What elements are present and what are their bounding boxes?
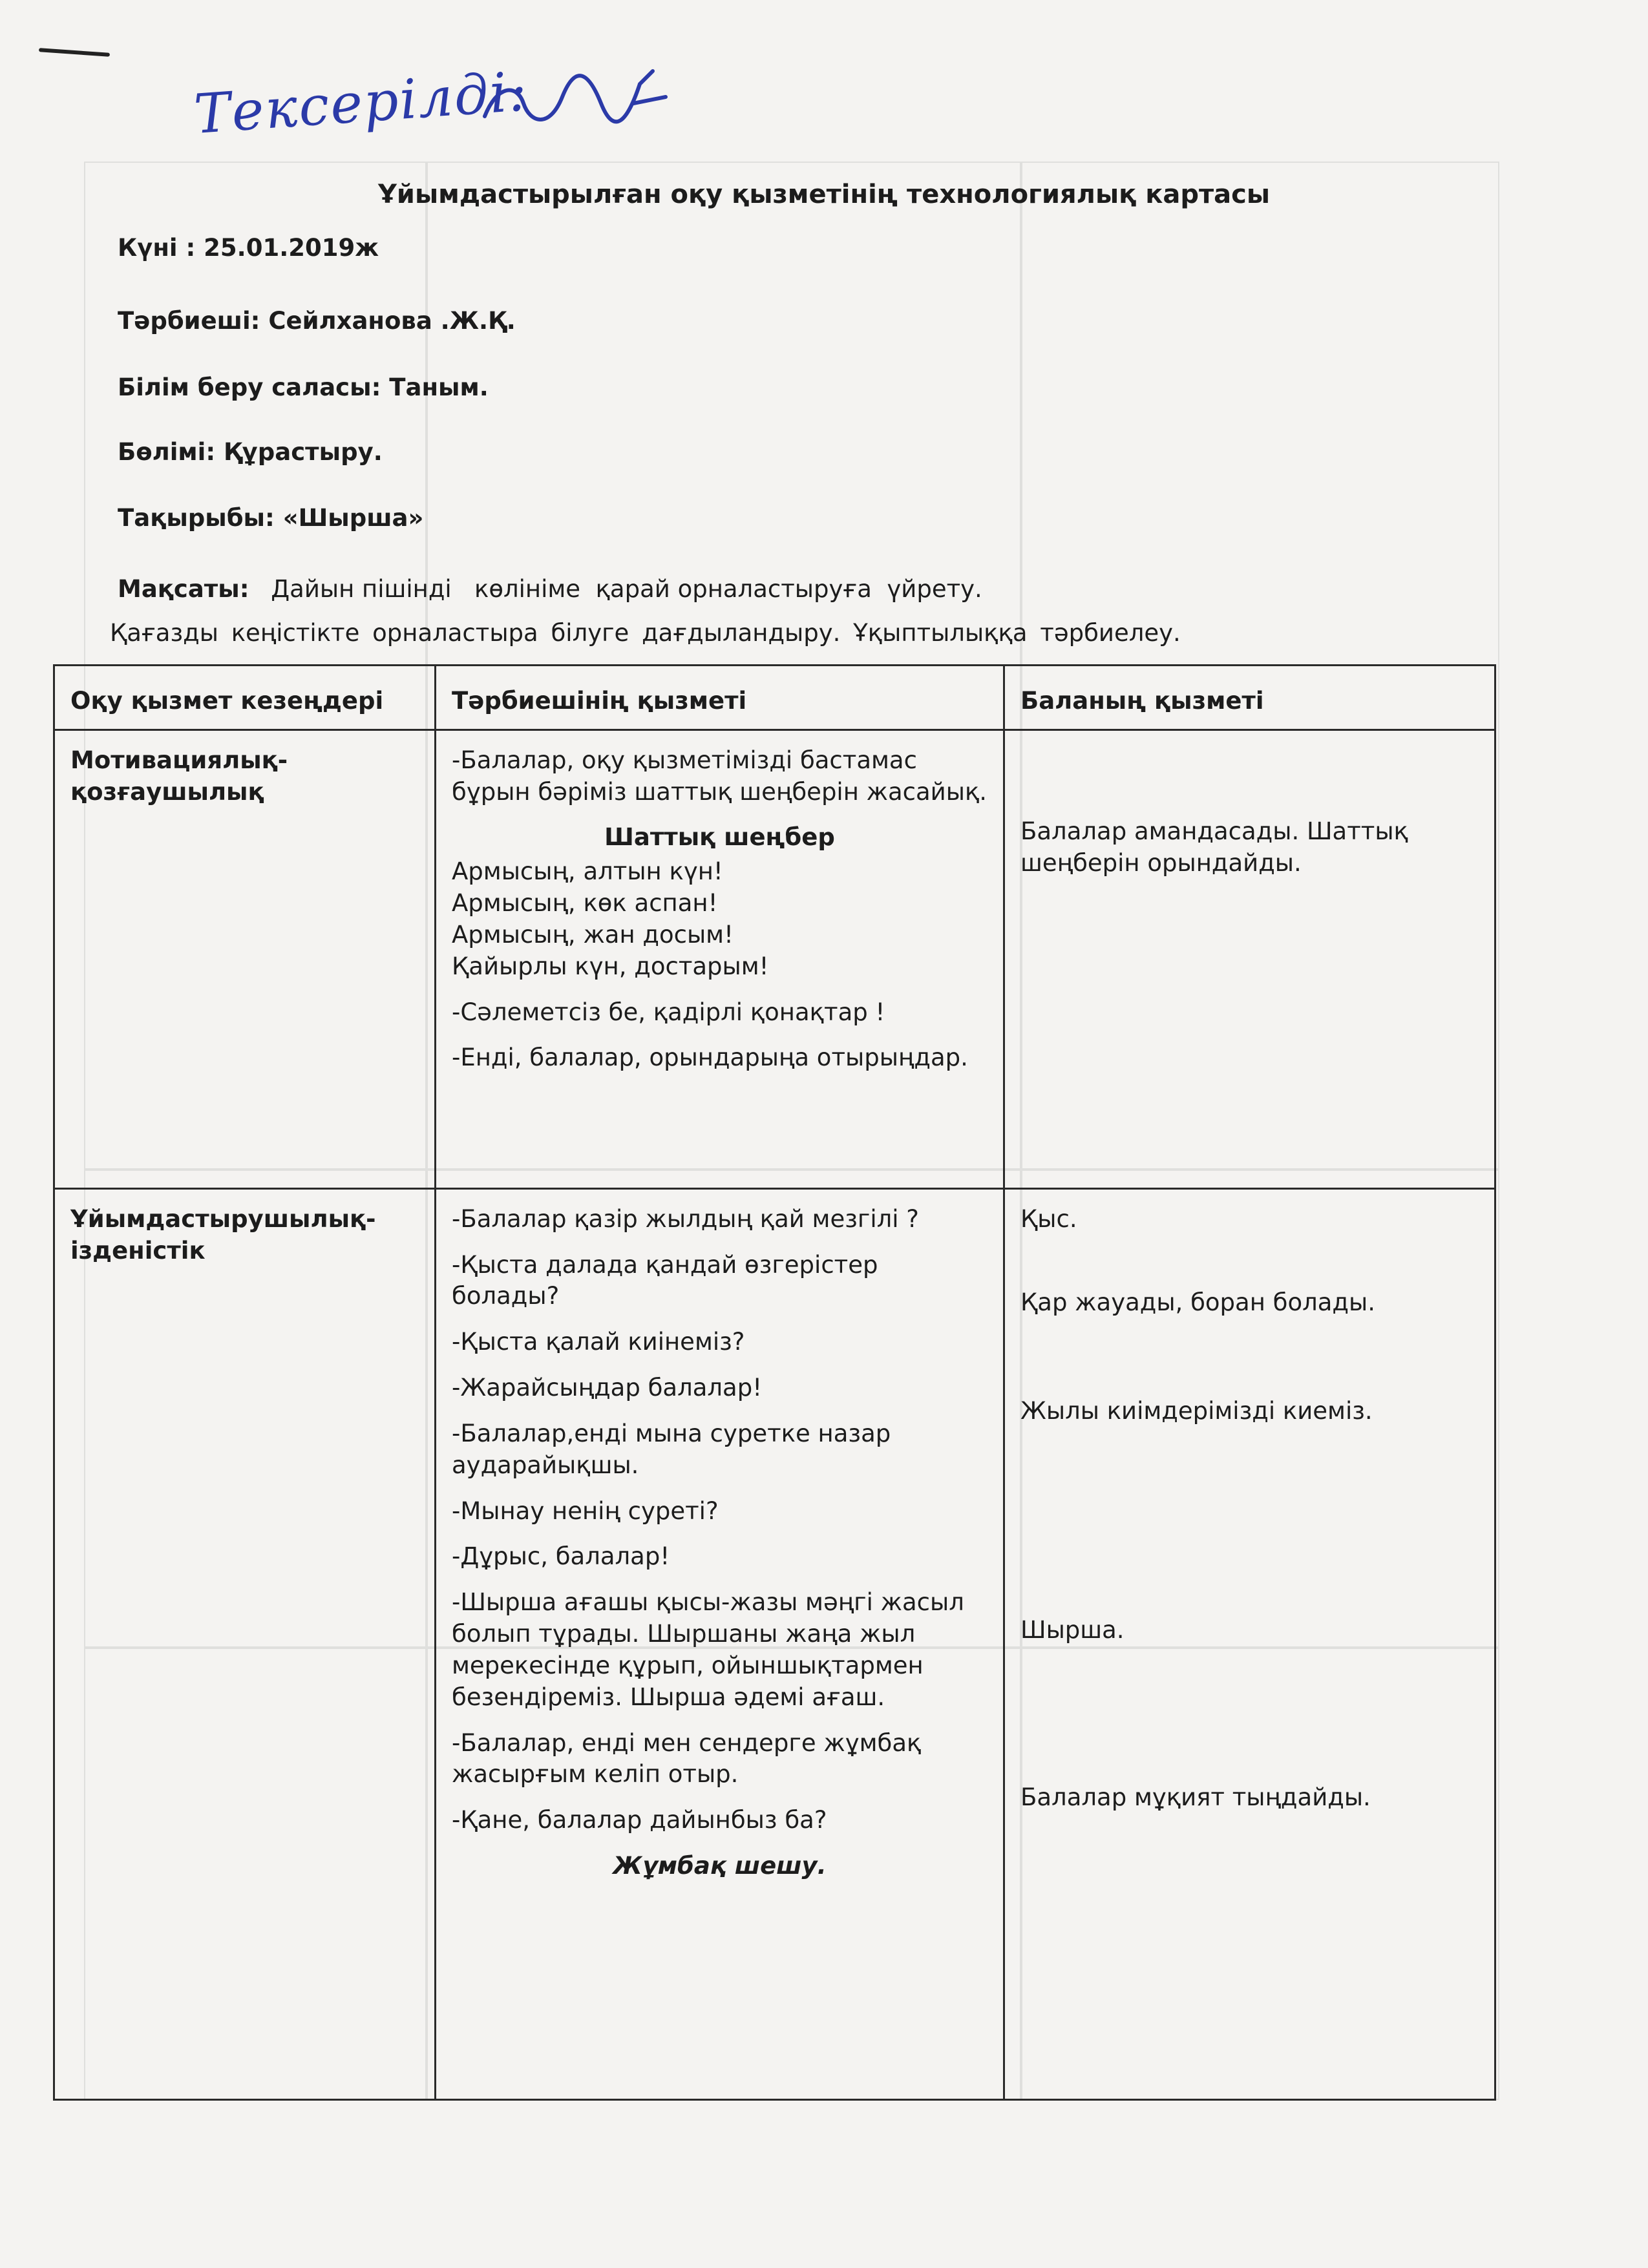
answer-season: Қыс. bbox=[1020, 1204, 1077, 1233]
signature-scribble bbox=[478, 58, 672, 142]
meta-field: Білім беру саласы: Таным. bbox=[118, 373, 489, 401]
greet-guests: -Сәлеметсіз бе, қадірлі қонақтар ! bbox=[452, 998, 885, 1026]
sit-down: -Енді, балалар, орындарыңа отырыңдар. bbox=[452, 1044, 968, 1072]
look-picture: -Балалар,енді мына суретке назар аударайықшы. bbox=[452, 1419, 891, 1479]
tree-description: -Шырша ағашы қысы-жазы мәңгі жасыл болып тұрады. Шыршаны жаңа жыл мерекесінде құрып, ойыншықтармен безендіреміз. Шырша әдемі ағаш. bbox=[452, 1588, 964, 1711]
teacher-cell bbox=[436, 1188, 1004, 2099]
meta-teacher: Тәрбиеші: Сейлханова .Ж.Қ. bbox=[118, 307, 516, 335]
praise: -Жарайсыңдар балалар! bbox=[452, 1374, 763, 1402]
circle-title: Шаттық шеңбер bbox=[604, 823, 835, 852]
pen-mark bbox=[39, 48, 110, 57]
answer-dress: Жылы киімдерімізді киеміз. bbox=[1020, 1397, 1373, 1425]
table-row-motivation bbox=[54, 730, 1495, 1188]
question-changes: -Қыста далада қандай өзгерістер болады? bbox=[452, 1250, 878, 1310]
stage-motivation: Мотивациялық-қозғаушылық bbox=[70, 746, 288, 806]
answer-picture: Шырша. bbox=[1020, 1616, 1125, 1644]
meta-date: Күні : 25.01.2019ж bbox=[118, 234, 379, 262]
answer-changes: Қар жауады, боран болады. bbox=[1020, 1288, 1375, 1316]
ready-question: -Қане, балалар дайынбыз ба? bbox=[452, 1806, 827, 1834]
header-child: Баланың қызметі bbox=[1004, 666, 1495, 730]
meta-section: Бөлімі: Құрастыру. bbox=[118, 438, 383, 466]
child-cell bbox=[1004, 730, 1495, 1188]
child-activity-1: Балалар амандасады. Шаттық шеңберін орындайды. bbox=[1020, 817, 1408, 877]
question-season: -Балалар қазір жылдың қай мезгілі ? bbox=[452, 1204, 919, 1233]
riddle-title: Жұмбақ шешу. bbox=[613, 1852, 827, 1880]
greeting-poem: Армысың, алтын күн! Армысың, көк аспан! Армысың, жан досым! Қайырлы күн, достарым! bbox=[452, 857, 769, 980]
page-title: Ұйымдастырылған оқу қызметінің технологиялық картасы bbox=[377, 180, 1271, 209]
answer-listen: Балалар мұқият тыңдайды. bbox=[1020, 1783, 1371, 1812]
goal-line bbox=[118, 575, 1539, 603]
header-stages: Оқу қызмет кезеңдері bbox=[54, 666, 436, 730]
child-cell bbox=[1004, 1188, 1495, 2099]
question-dress: -Қыста қалай киінеміз? bbox=[452, 1328, 745, 1356]
riddle-intro: -Балалар, енді мен сендерге жұмбақ жасырғым келіп отыр. bbox=[452, 1728, 922, 1789]
table-row-organization bbox=[54, 1188, 1495, 2099]
lesson-plan-table bbox=[53, 664, 1496, 2101]
question-picture: -Мынау ненің суреті? bbox=[452, 1496, 719, 1525]
stage-organization: Ұйымдастырушылық-ізденістік bbox=[70, 1204, 376, 1265]
goal-label: Мақсаты: bbox=[118, 575, 249, 603]
teacher-cell bbox=[436, 730, 1004, 1188]
goal-text: Дайын пішінді көлініме қарай орналастыруға үйрету. bbox=[271, 575, 982, 603]
stage-cell bbox=[54, 1188, 436, 2099]
teacher-intro: -Балалар, оқу қызметімізді бастамас бұрын бәріміз шаттық шеңберін жасайық. bbox=[452, 746, 988, 806]
stage-cell bbox=[54, 730, 436, 1188]
meta-topic: Тақырыбы: «Шырша» bbox=[118, 504, 424, 532]
table-header-row bbox=[54, 666, 1495, 730]
goal-line-2: Қағазды кеңістікте орналастыра білуге дағдыландыру. Ұқыптылыққа тәрбиелеу. bbox=[110, 619, 1181, 647]
reviewer-signature: Тексерілді: bbox=[192, 59, 530, 146]
header-teacher: Тәрбиешінің қызметі bbox=[436, 666, 1004, 730]
correct: -Дұрыс, балалар! bbox=[452, 1542, 670, 1571]
